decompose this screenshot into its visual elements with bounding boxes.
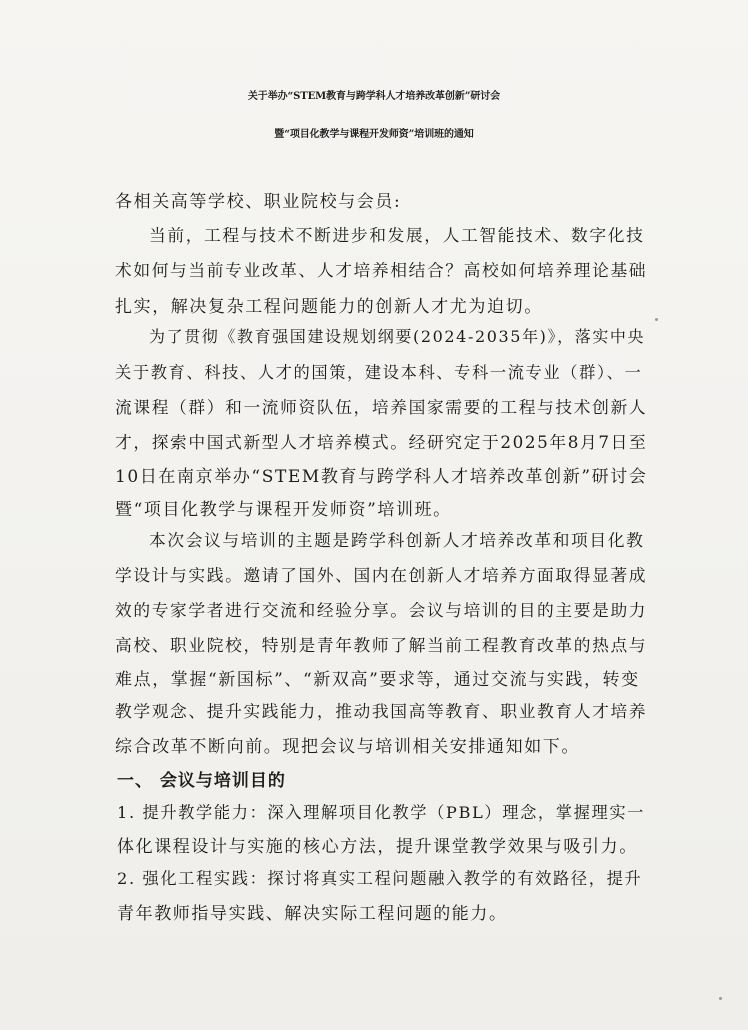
paragraph-1-line-2: 术如何与当前专业改革、人才培养相结合？高校如何培养理论基础	[115, 260, 648, 280]
paragraph-3-line-3: 效的专家学者进行交流和经验分享。会议与培训的目的主要是助力	[115, 600, 648, 620]
paragraph-1-line-1: 当前，工程与技术不断进步和发展，人工智能技术、数字化技	[149, 225, 645, 245]
paragraph-2-line-6: 暨“项目化教学与课程开发师资”培训班。	[115, 500, 452, 520]
paragraph-3-line-6: 教学观念、提升实践能力，推动我国高等教育、职业教育人才培养	[115, 701, 648, 721]
scan-speck	[655, 318, 658, 321]
item-1-line-1: 1. 提升教学能力：深入理解项目化教学（PBL）理念，掌握理实一	[117, 803, 646, 822]
notice-title-line-1: 关于举办“STEM教育与跨学科人才培养改革创新”研讨会	[247, 91, 501, 102]
item-1-line-2: 体化课程设计与实施的核心方法，提升课堂教学效果与吸引力。	[117, 837, 638, 857]
paragraph-2-line-2: 关于教育、科技、人才的国策，建设本科、专科一流专业（群）、一	[115, 363, 643, 382]
notice-title-line-2: 暨“项目化教学与课程开发师资”培训班的通知	[274, 129, 474, 140]
salutation: 各相关高等学校、职业院校与会员:	[115, 192, 402, 212]
paragraph-1-line-3: 扎实，解决复杂工程问题能力的创新人才尤为迫切。	[115, 297, 543, 317]
scan-speck	[719, 997, 722, 1000]
paragraph-2-line-1: 为了贯彻《教育强国建设规划纲要(2024-2035年)》，落实中央	[149, 327, 646, 346]
paragraph-3-line-4: 高校、职业院校，特别是青年教师了解当前工程教育改革的热点与	[115, 635, 648, 655]
paragraph-3-line-1: 本次会议与培训的主题是跨学科创新人才培养改革和项目化教	[149, 530, 645, 550]
paragraph-3-line-7: 综合改革不断向前。现把会议与培训相关安排通知如下。	[115, 737, 580, 757]
paragraph-3-line-2: 学设计与实践。邀请了国外、国内在创新人才培养方面取得显著成	[115, 565, 648, 585]
item-2-line-2: 青年教师指导实践、解决实际工程问题的能力。	[117, 904, 508, 924]
item-2-line-1: 2. 强化工程实践：探讨将真实工程问题融入教学的有效路径，提升	[117, 869, 643, 888]
paragraph-2-line-5: 10日在南京举办“STEM教育与跨学科人才培养改革创新”研讨会	[115, 467, 648, 487]
paragraph-3-line-5: 难点，掌握“新国标”、“新双高”要求等，通过交流与实践，转变	[115, 670, 640, 690]
section-heading: 一、 会议与培训目的	[117, 771, 286, 791]
paragraph-2-line-3: 流课程（群）和一流师资队伍，培养国家需要的工程与技术创新人	[115, 397, 648, 417]
paragraph-2-line-4: 才，探索中国式新型人才培养模式。经研究定于2025年8月7日至	[115, 432, 648, 452]
